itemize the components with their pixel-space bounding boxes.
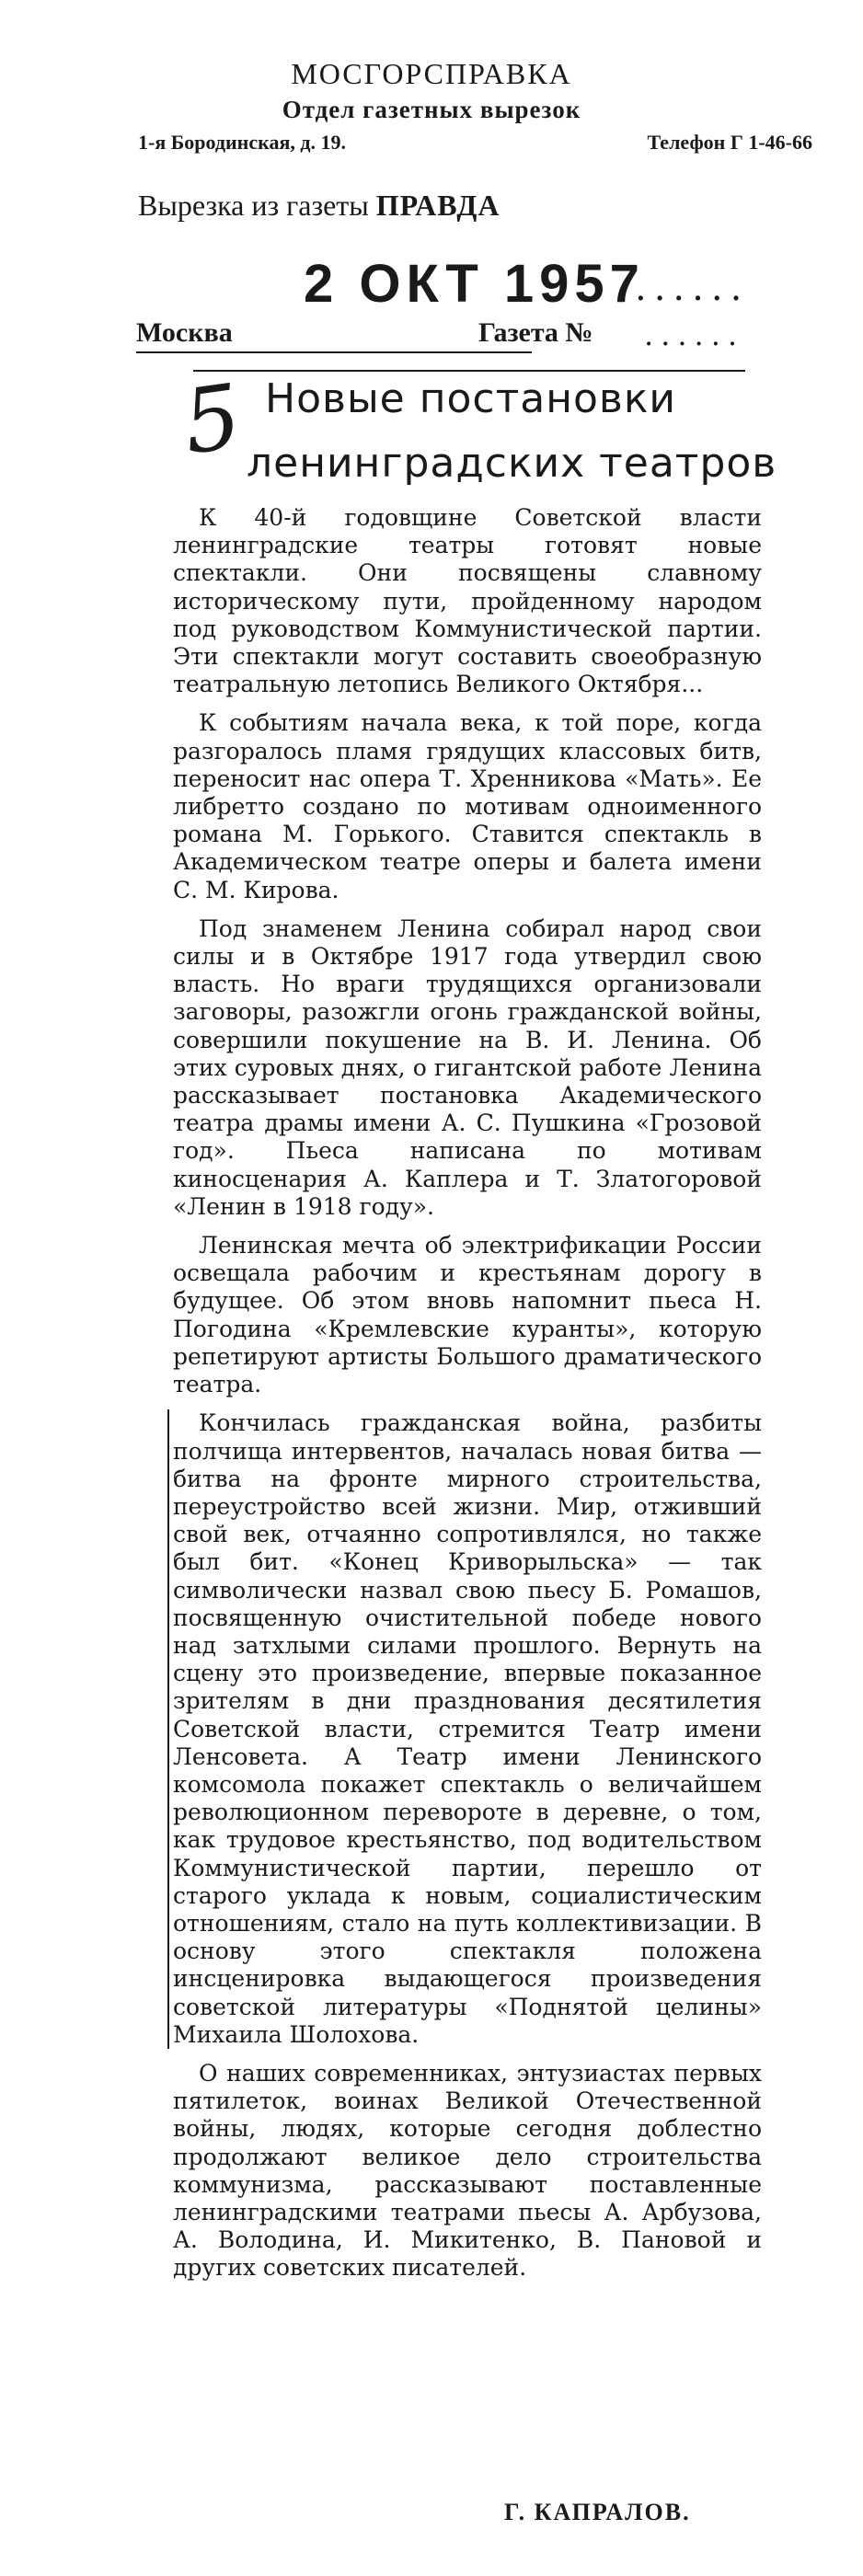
article-paragraph: Кончилась гражданская война, разбиты полчища интервентов, началась новая битва — битва на фронте мирного строительства, переустройство всей жизни. Мир, отживший свой век, отчаянно сопротивлялся, но также был бит. «Конец Криворыльска» — так символически назвал свою пьесу Б. Ромашов, посвященную очистительной победе нового над затхлыми силами прошлого. Вернуть на сцену это произведение, впервые показанное зрителям в дни празднования десятилетия Советской власти, стремится Театр имени Ленсовета. А Театр имени Ленинского комсомола покажет спектакль о величайшем революционном перевороте в деревне, о том, как трудовое крестьянство, под водительством Коммунистической партии, перешло от старого уклада к новым, социалистическим отношениям, стало на путь коллективизации. В основу этого спектакля положена инсценировка выдающегося произведения советской литературы «Поднятой целины» Михаила Шолохова. bbox=[167, 1409, 762, 2049]
department-name: Отдел газетных вырезок bbox=[282, 96, 581, 123]
paper-number-label: Газета № bbox=[478, 317, 593, 348]
date-dots: ...... bbox=[635, 267, 750, 309]
clipping-date: 2 ОКТ 1957 bbox=[304, 254, 645, 314]
article-paragraph: Ленинская мечта об электрификации России освещала рабочим и крестьянам дорогу в будущее. Об этом вновь напомнит пьеса Н. Погодина «Кремлевские куранты», которую репетируют артисты Большого драматического театра. bbox=[173, 1232, 762, 1398]
agency-name: МОСГОРСПРАВКА bbox=[291, 57, 572, 90]
handwritten-number-mark: 5 bbox=[177, 364, 247, 475]
clipping-label: Вырезка из газеты bbox=[138, 189, 369, 222]
article-paragraph: Под знаменем Ленина собирал народ свои силы и в Октябре 1917 года утвердил свою власть. Но враги трудящихся организовали заговоры, разожгли огонь гражданской войны, совершили покушение на В. И. Ленина. Об этих суровых днях, о гигантской работе Ленина рассказывает постановка Академического театра драмы имени А. С. Пушкина «Грозовой год». Пьеса написана по мотивам киносценария А. Каплера и Т. Златогоровой «Ленин в 1918 году». bbox=[173, 914, 762, 1220]
agency-phone: Телефон Г 1-46-66 bbox=[647, 131, 812, 154]
title-rule bbox=[193, 370, 745, 372]
clipping-source-line bbox=[138, 189, 500, 223]
article-paragraph: К 40-й годовщине Советской власти ленинградские театры готовят новые спектакли. Они посвящены славному историческому пути, пройденному народом под руководством Коммунистической партии. Эти спектакли могут составить своеобразную театральную летопись Великого Октября... bbox=[173, 504, 762, 698]
city-label: Москва bbox=[136, 317, 233, 348]
article-paragraph: О наших современниках, энтузиастах первых пятилеток, воинах Великой Отечественной войны, людях, которые сегодня доблестно продолжают великое дело строительства коммунизма, рассказывают поставленные ленинградскими театрами пьесы А. Арбузова, А. Володина, И. Микитенко, В. Пановой и других советских писателей. bbox=[173, 2059, 762, 2282]
city-underline bbox=[136, 351, 532, 353]
article-author: Г. КАПРАЛОВ. bbox=[504, 2499, 691, 2525]
paper-number-dots: ...... bbox=[644, 317, 745, 352]
newspaper-name: ПРАВДА bbox=[375, 189, 501, 222]
agency-address: 1-я Бородинская, д. 19. bbox=[138, 131, 346, 154]
article-title-line1: Новые постановки bbox=[265, 375, 676, 422]
article-title-line2: ленинградских театров bbox=[247, 440, 777, 487]
article-body bbox=[173, 504, 762, 2294]
article-paragraph: К событиям начала века, к той поре, когда разгоралось пламя грядущих классовых битв, переносит нас опера Т. Хренникова «Мать». Ее либретто создано по мотивам одноименного романа М. Горького. Ставится спектакль в Академическом театре оперы и балета имени С. М. Кирова. bbox=[173, 709, 762, 903]
